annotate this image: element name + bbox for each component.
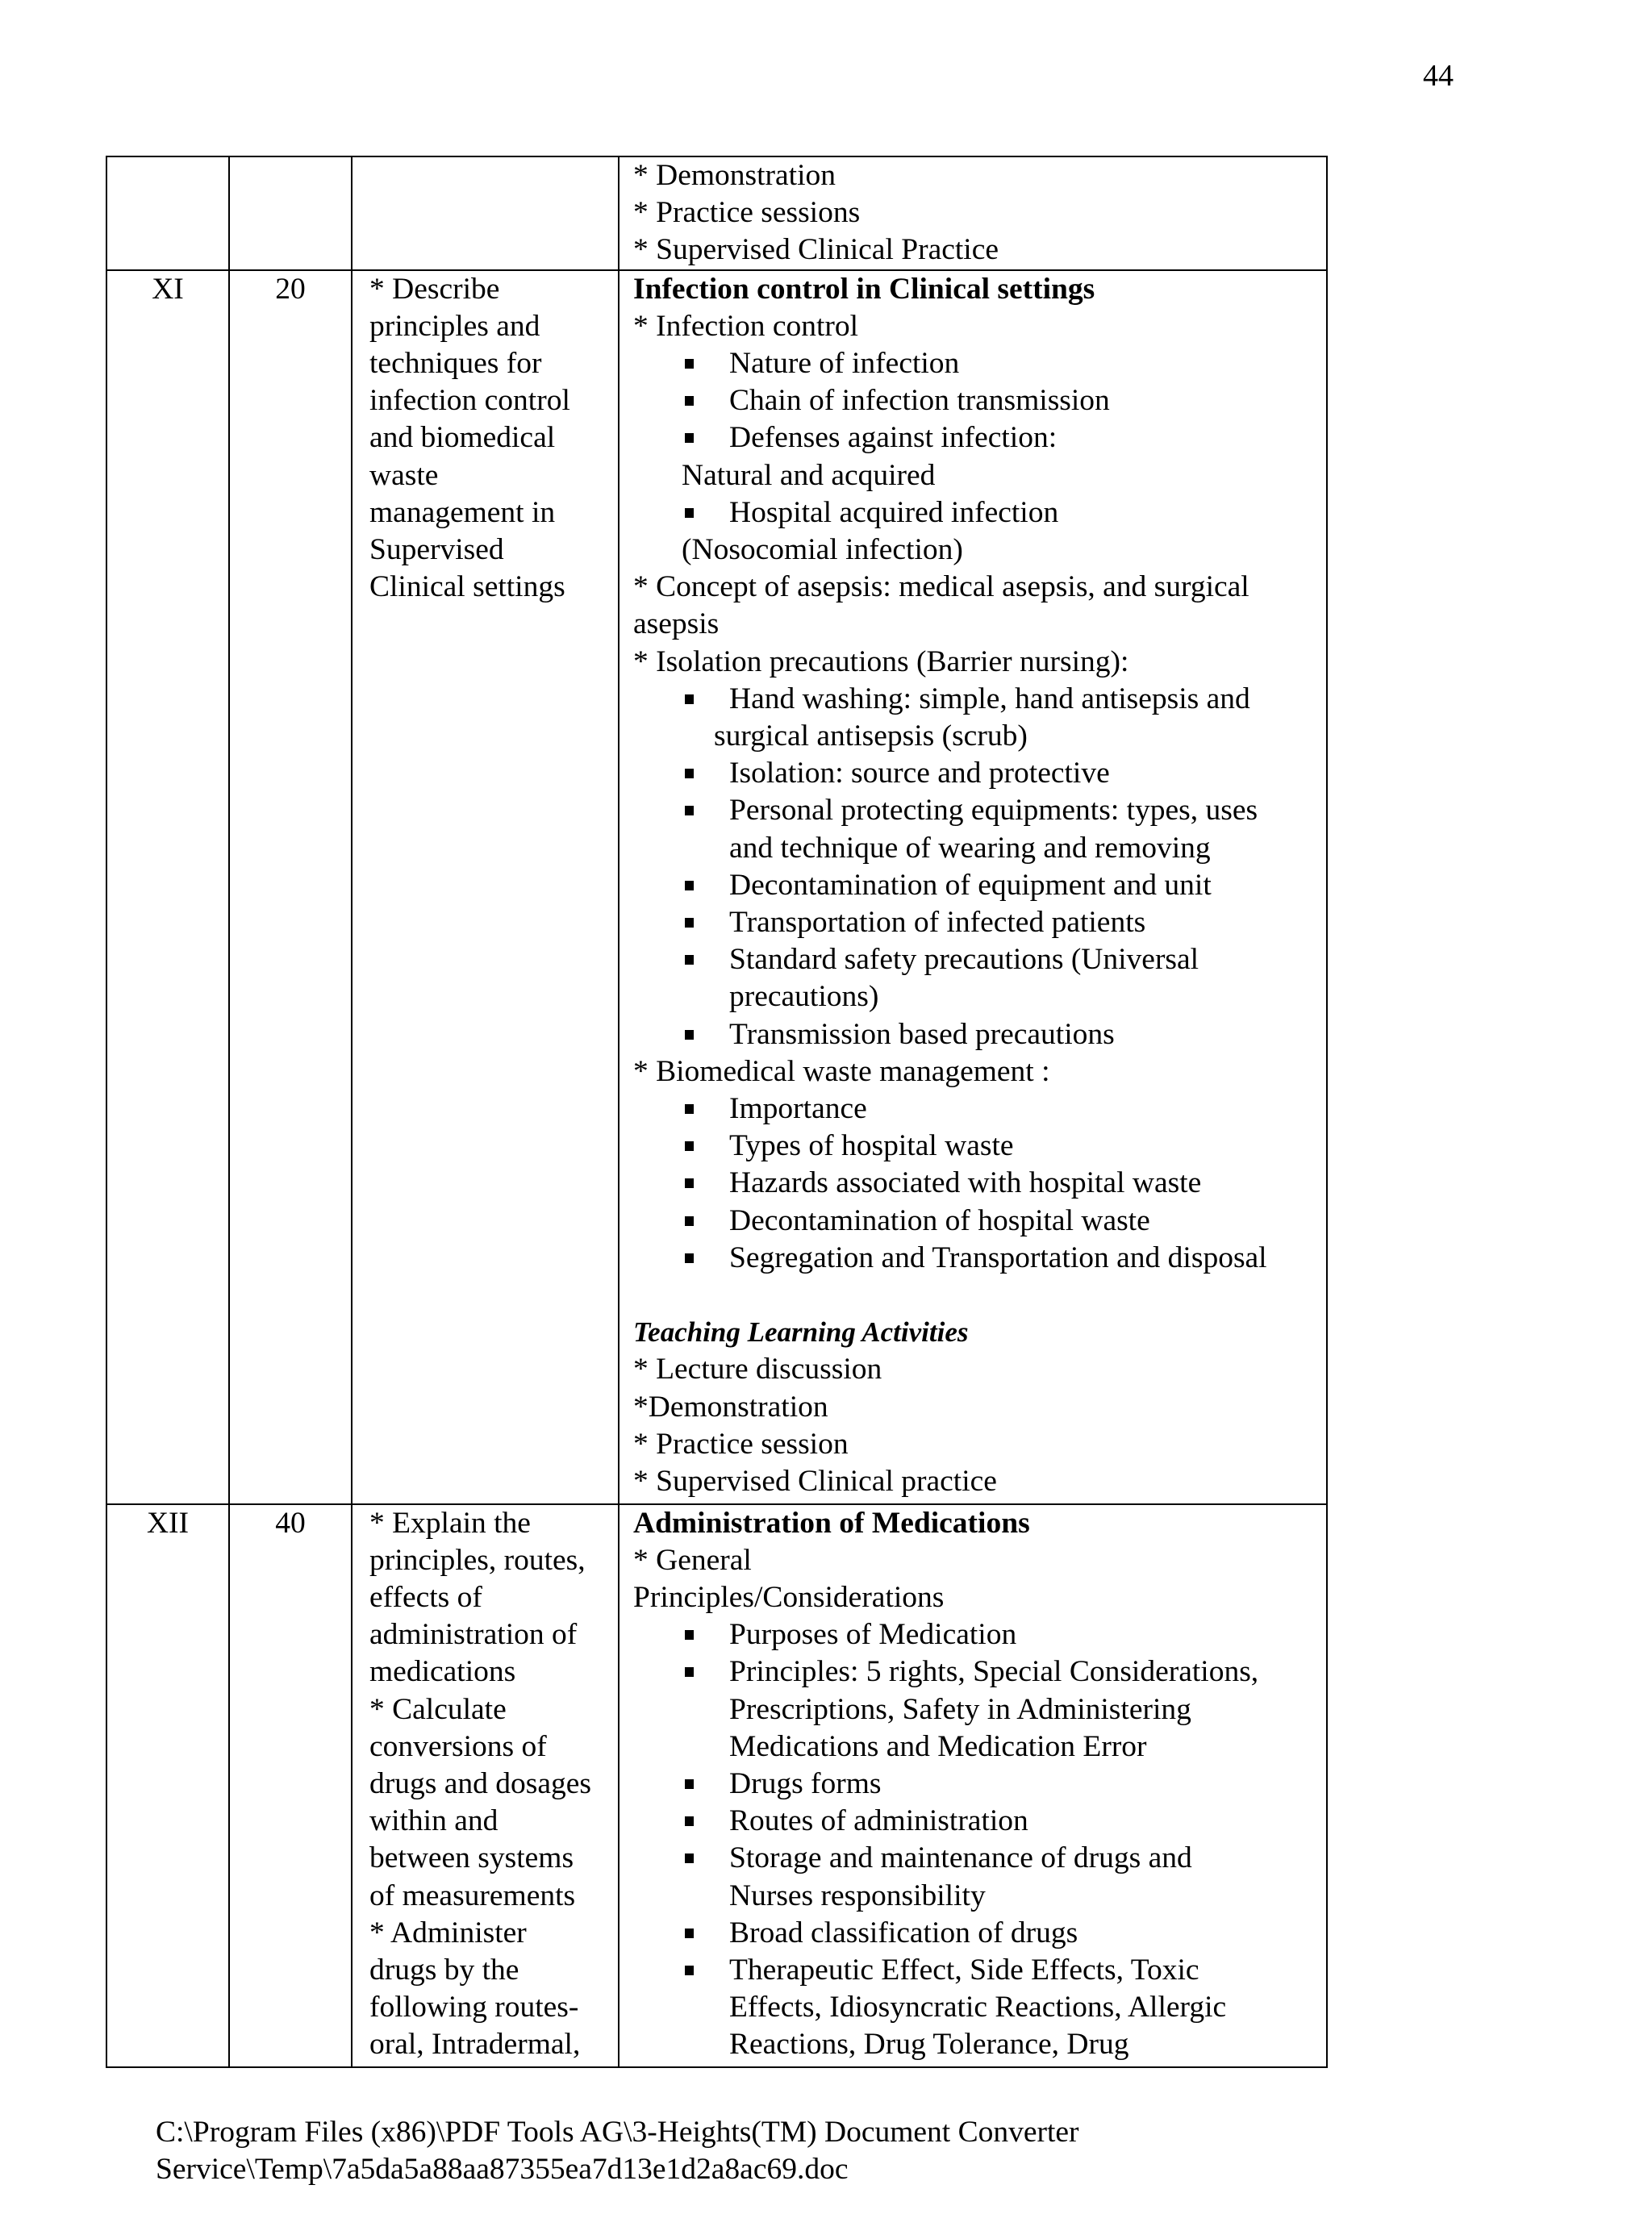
content-line: Reactions, Drug Tolerance, Drug xyxy=(729,2028,1129,2062)
objective-line: conversions of xyxy=(369,1729,547,1763)
objective-line: administration of xyxy=(369,1618,578,1652)
content-line: (Nosocomial infection) xyxy=(682,533,963,567)
content-line: and technique of wearing and removing xyxy=(729,831,1211,865)
footer-line: Service\Temp\7a5da5a88aa87355ea7d13e1d2a8ac69.doc xyxy=(156,2153,849,2186)
objective-line: principles and xyxy=(369,309,540,343)
objective-line: following routes- xyxy=(369,1991,579,2024)
bullet-item: Transmission based precautions xyxy=(633,1016,1321,1053)
bullet-item: Personal protecting equipments: types, uses xyxy=(633,792,1321,829)
objective-line: oral, Intradermal, xyxy=(369,2028,581,2062)
content-line: Prescriptions, Safety in Administering xyxy=(729,1692,1191,1726)
content-line: Effects, Idiosyncratic Reactions, Allergic xyxy=(729,1991,1227,2024)
bullet-item: Standard safety precautions (Universal xyxy=(633,941,1321,978)
content-line: * General xyxy=(633,1543,752,1577)
content-line: * Concept of asepsis: medical asepsis, and surgical xyxy=(633,570,1249,604)
objectives-cell xyxy=(352,1504,619,2067)
unit-cell: XII xyxy=(106,1504,229,2067)
content-line: Nurses responsibility xyxy=(729,1878,986,1912)
objective-line: principles, routes, xyxy=(369,1543,586,1577)
bullet-item: Transportation of infected patients xyxy=(633,904,1321,941)
section-heading: Infection control in Clinical settings xyxy=(633,272,1095,306)
hours-cell: 20 xyxy=(229,270,352,1504)
content-line: Principles/Considerations xyxy=(633,1581,945,1615)
objective-line: medications xyxy=(369,1655,516,1689)
objective-line: and biomedical xyxy=(369,421,556,455)
content-line: *Demonstration xyxy=(633,1390,828,1424)
objective-line: drugs and dosages xyxy=(369,1767,591,1801)
bullet-item: Isolation: source and protective xyxy=(633,755,1321,792)
content-line: * Lecture discussion xyxy=(633,1353,882,1386)
objective-line: management in xyxy=(369,495,556,529)
bullet-item: Segregation and Transportation and disposal xyxy=(633,1240,1321,1277)
bullet-item: Hand washing: simple, hand antisepsis and xyxy=(633,681,1321,718)
objective-line: * Explain the xyxy=(369,1506,531,1540)
page-number: 44 xyxy=(1423,59,1454,93)
bullet-item: Routes of administration xyxy=(633,1803,1321,1840)
objective-line: waste xyxy=(369,458,439,492)
bullet-item: Purposes of Medication xyxy=(633,1616,1321,1653)
content-line: Natural and acquired xyxy=(682,458,936,492)
bullet-item: Nature of infection xyxy=(633,345,1321,382)
content-cell xyxy=(619,270,1327,1504)
objective-line: effects of xyxy=(369,1581,482,1615)
content-line: * Infection control xyxy=(633,309,859,343)
content-line: * Supervised Clinical practice xyxy=(633,1464,997,1498)
objective-line: within and xyxy=(369,1804,499,1838)
content-cell xyxy=(619,1504,1327,2067)
footer-line: C:\Program Files (x86)\PDF Tools AG\3-Heights(TM) Document Converter xyxy=(156,2116,1079,2149)
content-line: * Demonstration xyxy=(633,159,836,192)
bullet-item: Decontamination of hospital waste xyxy=(633,1203,1321,1240)
objectives-cell xyxy=(352,156,619,270)
activities-heading: Teaching Learning Activities xyxy=(633,1316,969,1349)
content-line: * Biomedical waste management : xyxy=(633,1054,1050,1088)
file-path-footer xyxy=(156,2114,1079,2188)
objective-line: drugs by the xyxy=(369,1954,519,1987)
content-line: Medications and Medication Error xyxy=(729,1729,1147,1763)
objective-line: * Calculate xyxy=(369,1692,507,1726)
section-heading: Administration of Medications xyxy=(633,1506,1030,1540)
content-cell xyxy=(619,156,1327,270)
spacer xyxy=(633,1277,1321,1314)
bullet-item: Importance xyxy=(633,1090,1321,1128)
table-row xyxy=(106,156,1327,270)
bullet-item: Defenses against infection: xyxy=(633,419,1321,457)
hours-cell: 40 xyxy=(229,1504,352,2067)
content-line: * Practice session xyxy=(633,1427,849,1461)
objective-line: between systems xyxy=(369,1841,574,1875)
content-line: surgical antisepsis (scrub) xyxy=(714,719,1028,753)
bullet-item: Chain of infection transmission xyxy=(633,382,1321,419)
bullet-item: Types of hospital waste xyxy=(633,1128,1321,1165)
bullet-item: Therapeutic Effect, Side Effects, Toxic xyxy=(633,1952,1321,1989)
objective-line: * Administer xyxy=(369,1916,527,1949)
bullet-item: Hospital acquired infection xyxy=(633,494,1321,532)
bullet-item: Storage and maintenance of drugs and xyxy=(633,1840,1321,1877)
table-row xyxy=(106,1504,1327,2067)
bullet-item: Drugs forms xyxy=(633,1766,1321,1803)
content-line: * Supervised Clinical Practice xyxy=(633,233,999,267)
objective-line: techniques for xyxy=(369,347,542,381)
content-line: precautions) xyxy=(729,980,879,1014)
objectives-cell xyxy=(352,270,619,1504)
unit-cell: XI xyxy=(106,270,229,1504)
objective-line: Supervised xyxy=(369,533,504,567)
content-line: * Practice sessions xyxy=(633,196,861,230)
objective-line: of measurements xyxy=(369,1878,576,1912)
bullet-item: Hazards associated with hospital waste xyxy=(633,1165,1321,1202)
table-row xyxy=(106,270,1327,1504)
objective-line: infection control xyxy=(369,384,570,418)
syllabus-table xyxy=(106,156,1328,2068)
bullet-item: Decontamination of equipment and unit xyxy=(633,867,1321,904)
bullet-item: Principles: 5 rights, Special Considerations, xyxy=(633,1653,1321,1691)
bullet-item: Broad classification of drugs xyxy=(633,1915,1321,1952)
unit-cell xyxy=(106,156,229,270)
objective-line: Clinical settings xyxy=(369,570,565,604)
hours-cell xyxy=(229,156,352,270)
objective-line: * Describe xyxy=(369,272,500,306)
content-line: * Isolation precautions (Barrier nursing): xyxy=(633,644,1129,678)
content-line: asepsis xyxy=(633,607,720,641)
